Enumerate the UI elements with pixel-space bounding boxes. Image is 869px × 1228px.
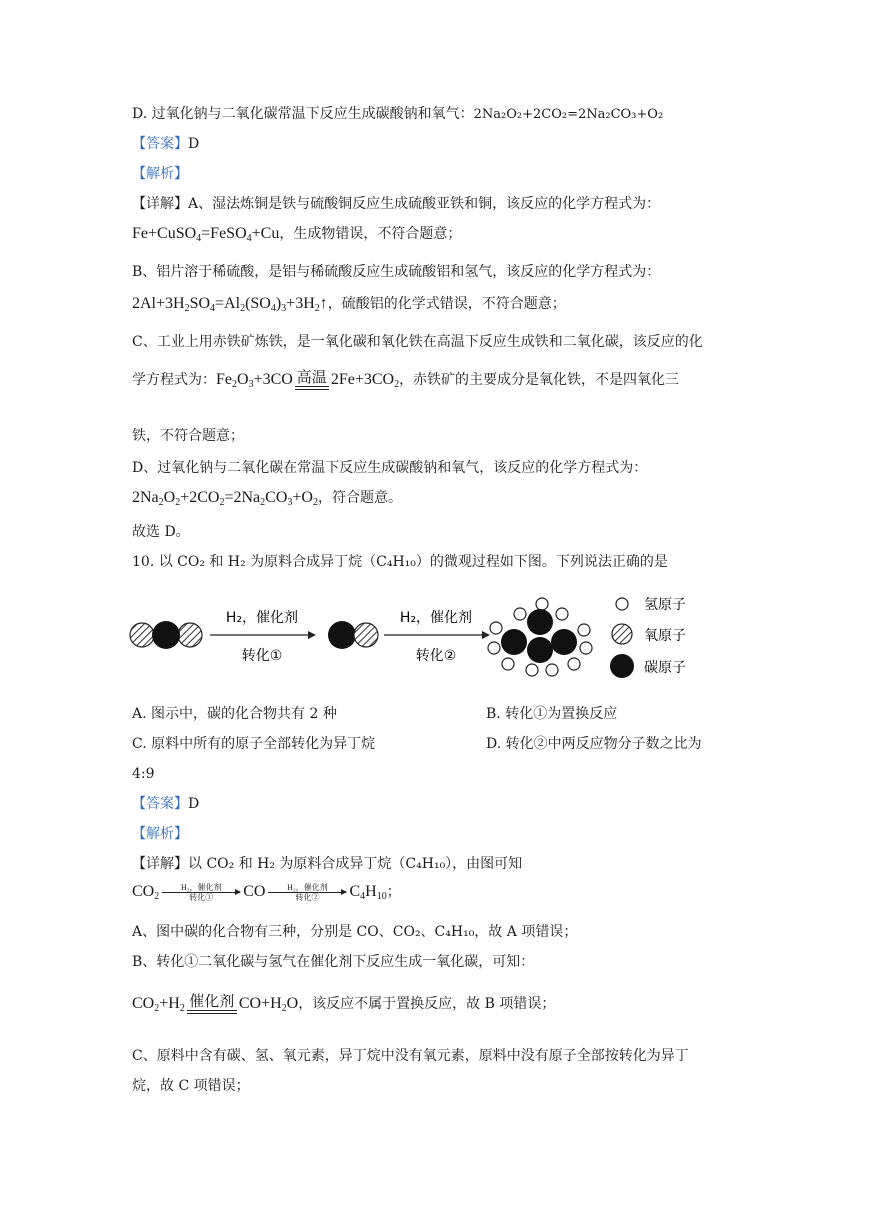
detail-c-line-3: 铁，不符合题意； [132,428,244,444]
oxygen-atom [354,623,378,647]
oxygen-atom [130,623,154,647]
option-d-ratio: 4:9 [132,766,155,782]
co2-molecule [130,621,202,649]
equation-c-note: ，赤铁矿的主要成分是氧化铁，不是四氧化三 [399,372,680,388]
equation-b-line [132,294,566,314]
molecule-diagram [128,590,708,690]
detail2-text: 以 CO₂ 和 H₂ 为原料合成异丁烷（C₄H₁₀），由图可知 [188,856,523,872]
chain-arrow-2-top: H₂，催化剂 [287,882,328,892]
legend-oxygen: 氧原子 [644,628,686,644]
step-1-condition: H₂，催化剂 [225,610,299,626]
conversion-chain [132,882,401,902]
conversion-end: ； [386,884,401,900]
option-a: A. 图示中，碳的化合物共有 2 种 [132,706,337,722]
detail-tag: 【详解】 [132,196,188,212]
arrow-step-2 [384,609,490,664]
step-2-label: 转化② [415,648,457,664]
option-d-text: D. 过氧化钠与二氧化碳常温下反应生成碳酸钠和氧气： [132,106,474,122]
detail-a-line [132,194,660,214]
equation-2b: $CO_2+H_2$ 催化剂 $CO+H_2O$ [132,994,299,1014]
chain-arrow-2 [268,883,346,902]
equation-a-line [132,224,461,244]
legend-hydrogen: 氢原子 [644,597,686,613]
detail-a-text: A、湿法炼铜是铁与硫酸铜反应生成硫酸亚铁和铜，该反应的化学方程式为： [188,196,661,212]
equation-c-condition [295,370,329,390]
answer-value: D [188,136,200,152]
detail2-tag: 【详解】 [132,856,188,872]
oxygen-atom [178,623,202,647]
legend-carbon: 碳原子 [644,660,686,676]
equation-d-line [132,488,402,508]
equation-2b-line [132,994,555,1014]
question-10: 10. 以 CO₂ 和 H₂ 为原料合成异丁烷（C₄H₁₀）的微观过程如下图。下列说法正确的是 [132,554,668,570]
option-b: B. 转化①为置换反应 [486,706,618,722]
option-d-formula: 2Na₂O₂+2CO₂=2Na₂CO₃+O₂ [473,107,664,122]
carbon-legend-icon [610,654,634,678]
oxygen-legend-icon [612,624,632,644]
chain-arrow-2-bottom: 转化② [295,892,320,902]
carbon-atom [328,621,356,649]
detail-d-line: D、过氧化钠与二氧化碳在常温下反应生成碳酸钠和氧气，该反应的化学方程式为： [132,460,648,476]
chain-arrow-1 [162,883,240,902]
equation-b-note: ，硫酸铝的化学式错误，不符合题意； [327,296,566,312]
step-2-condition: H₂，催化剂 [399,610,473,626]
detail2-a: A、图中碳的化合物有三种，分别是 CO、CO₂、C₄H₁₀，故 A 项错误； [132,924,578,940]
answer2-line [132,794,199,814]
carbon-atom [152,621,180,649]
choose-line: 故选 D。 [132,524,190,540]
conversion-equation: $CO_2$ H₂，催化剂 转化① CO H₂，催化剂 转化② $C_4H_{10}$ [132,882,387,902]
detail-c-line-1: C、工业上用赤铁矿炼铁，是一氧化碳和氧化铁在高温下反应生成铁和二氧化碳，该反应的化 [132,334,703,350]
detail2-c-line-1: C、原料中含有碳、氢、氧元素，异丁烷中没有氧元素，原料中没有原子全部按转化为异丁 [132,1048,689,1064]
option-d: D. 转化②中两反应物分子数之比为 [486,736,702,752]
detail2-b: B、转化①二氧化碳与氢气在催化剂下反应生成一氧化碳，可知： [132,954,535,970]
analysis2-tag: 【解析】 [132,826,188,842]
detail2-c-line-2: 烷，故 C 项错误； [132,1078,250,1094]
detail-b-line: B、铝片溶于稀硫酸，是铝与稀硫酸反应生成硫酸铝和氢气，该反应的化学方程式为： [132,264,661,280]
equation-c: $Fe_2O_3+3CO$ 高温 $2Fe+3CO_2$ [216,370,400,390]
equation-2b-note: ，该反应不属于置换反应，故 B 项错误； [298,996,556,1012]
equation-d: $2Na_2O_2+2CO_2=2Na_2CO_3+O_2$ [132,489,318,508]
answer2-tag: 【答案】 [132,796,188,812]
option-c: C. 原料中所有的原子全部转化为异丁烷 [132,736,376,752]
isobutane-molecule [488,598,592,676]
equation-b: $2Al+3H_2SO_4=Al_2(SO_4)_3+3H_2↑$ [132,295,328,314]
step-1-label: 转化① [241,648,283,664]
answer-tag: 【答案】 [132,136,188,152]
analysis-tag: 【解析】 [132,166,188,182]
detail2-line [132,854,522,874]
equation-d-note: ，符合题意。 [317,490,402,506]
equation-c-condition-text: 高温 [296,370,327,387]
detail-c-line-2 [132,370,679,390]
equation-2b-condition-text: 催化剂 [189,994,235,1011]
co-molecule [328,621,378,649]
equation-2b-condition [187,994,237,1014]
hydrogen-legend-icon [616,598,628,610]
chain-arrow-1-top: H₂，催化剂 [180,882,222,892]
equation-a-note: ，生成物错误，不符合题意； [279,226,462,242]
answer-line [132,134,199,154]
arrow-step-1 [210,609,316,664]
chain-arrow-1-bottom: 转化① [189,892,214,902]
answer2-value: D [188,796,200,812]
equation-a: Fe+CuSO$_4$=FeSO$_4$+Cu [132,225,280,244]
option-d-line [132,104,663,125]
legend [610,597,686,678]
detail-c-prefix: 学方程式为： [132,372,216,388]
